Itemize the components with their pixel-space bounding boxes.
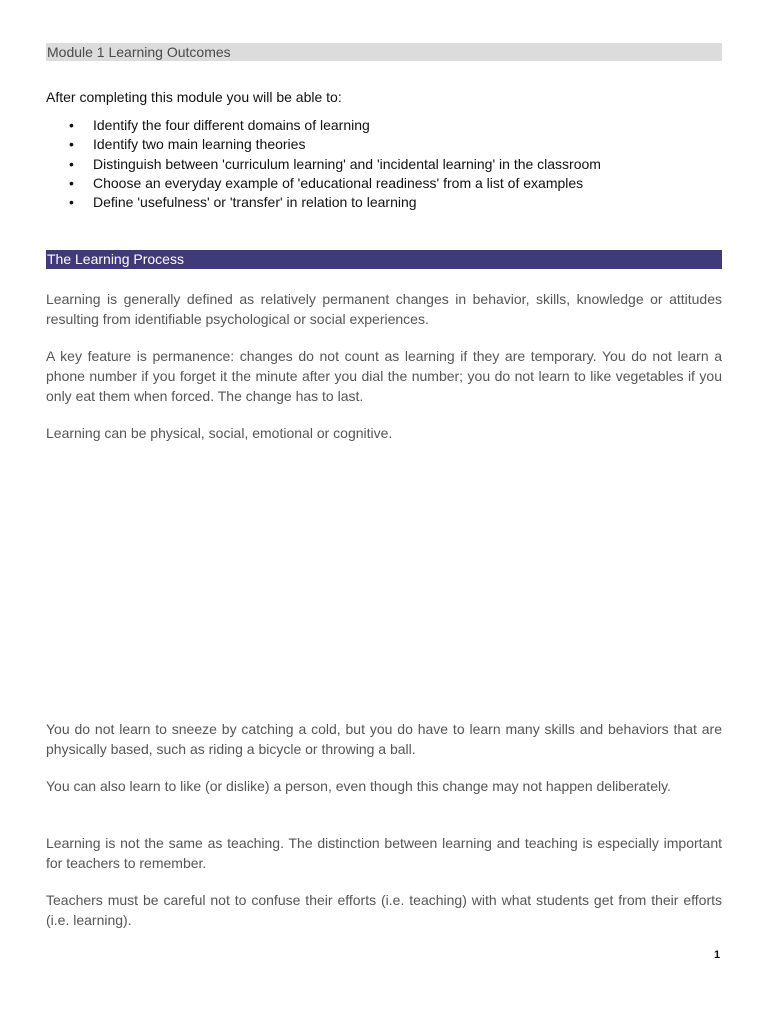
paragraph-teaching: Learning is not the same as teaching. The distinction between learning and teaching is especially important for teachers to remember. [46, 835, 722, 871]
paragraph-types: Learning can be physical, social, emotional or cognitive. [46, 425, 393, 441]
list-item-text: Choose an everyday example of 'educational readiness' from a list of examples [93, 174, 584, 191]
page-number: 1 [714, 949, 721, 961]
bullet-icon: • [69, 117, 74, 133]
list-item [46, 193, 722, 212]
list-item [46, 116, 722, 135]
list-item [46, 174, 722, 193]
bullet-icon: • [69, 136, 74, 153]
paragraph-efforts: Teachers must be careful not to confuse their efforts (i.e. teaching) with what students get from their efforts (i.e. learning). [46, 892, 722, 928]
list-item-text: Identify two main learning theories [93, 136, 306, 153]
list-item-text: Distinguish between 'curriculum learning' and 'incidental learning' in the classroom [93, 155, 601, 172]
bullet-icon: • [69, 194, 74, 211]
section-heading-learning-outcomes: Module 1 Learning Outcomes [46, 43, 722, 61]
paragraph-definition: Learning is generally defined as relatively permanent changes in behavior, skills, knowledge or attitudes resulting from identifiable psychological or social experiences. [46, 291, 722, 327]
paragraph-physical: You do not learn to sneeze by catching a cold, but you do have to learn many skills and behaviors that are physically based, such as riding a bicycle or throwing a ball. [46, 721, 722, 757]
paragraph-emotional: You can also learn to like (or dislike) a person, even though this change may not happen deliberately. [46, 778, 671, 794]
list-item-text: Identify the four different domains of learning [93, 117, 370, 133]
learning-outcomes-list [46, 116, 722, 212]
section-heading-learning-process: The Learning Process [46, 250, 722, 269]
list-item [46, 155, 722, 174]
list-item-text: Define 'usefulness' or 'transfer' in relation to learning [93, 194, 417, 211]
bullet-icon: • [69, 155, 74, 172]
bullet-icon: • [69, 174, 74, 191]
list-item [46, 135, 722, 154]
intro-text: After completing this module you will be able to: [46, 89, 342, 105]
paragraph-permanence: A key feature is permanence: changes do not count as learning if they are temporary. You do not learn a phone number if you forget it the minute after you dial the number; you do not learn to like vegetables if you only eat them when forced. The change has to last. [46, 348, 722, 404]
